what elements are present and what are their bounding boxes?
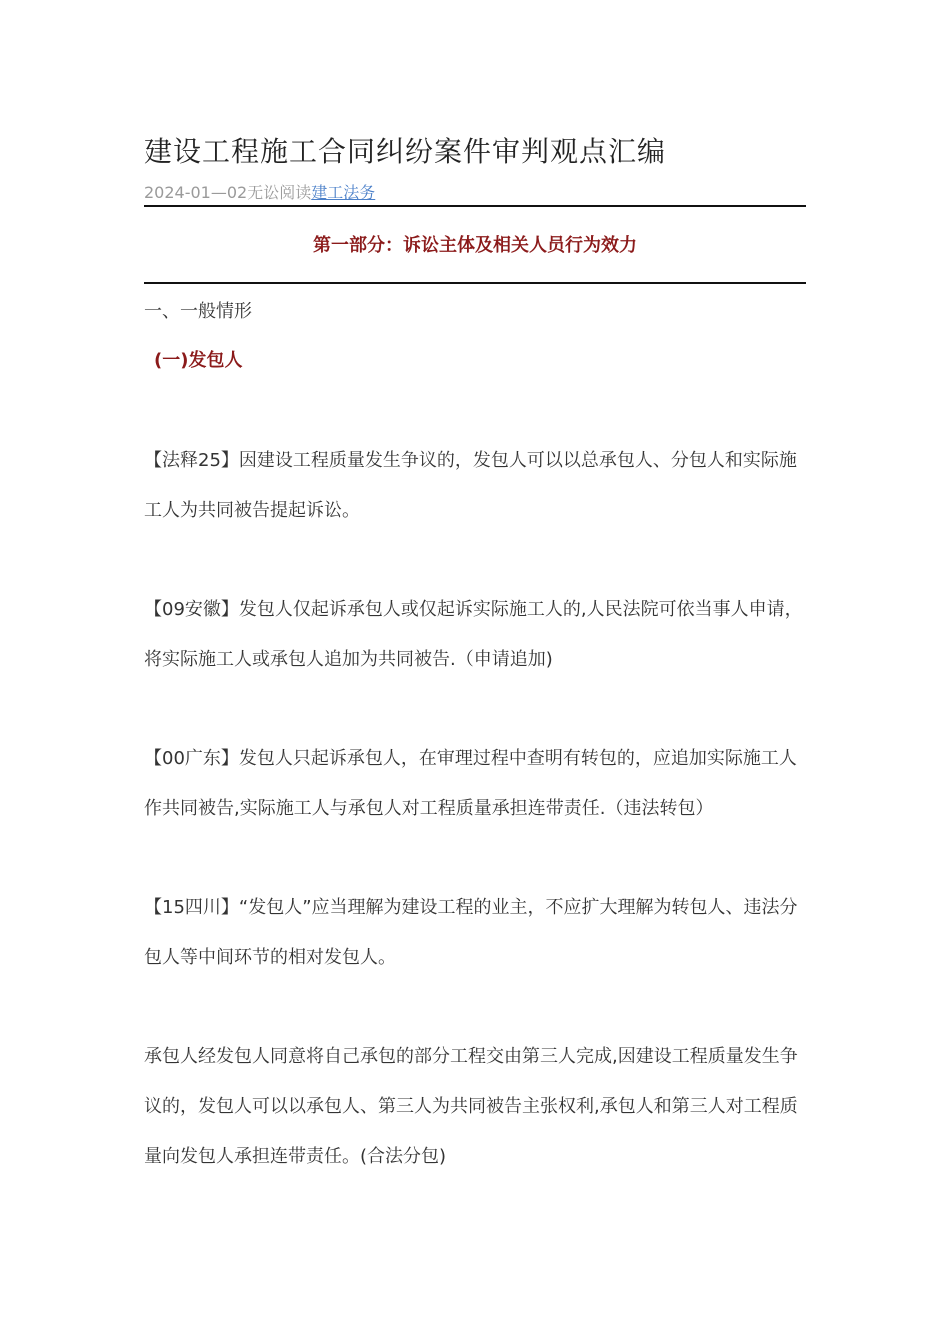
paragraph: 【法释25】因建设工程质量发生争议的，发包人可以以总承包人、分包人和实际施工人为共同被告提起诉讼。 [144, 450, 797, 521]
author-name: 无讼阅读 [247, 183, 312, 202]
article-title: 建设工程施工合同纠纷案件审判观点汇编 [144, 135, 667, 168]
source-link[interactable]: 建工法务 [311, 183, 376, 202]
article-meta [144, 181, 375, 205]
divider-bottom [144, 282, 806, 284]
paragraph: 【09安徽】发包人仅起诉承包人或仅起诉实际施工人的,人民法院可依当事人申请，将实际施工人或承包人追加为共同被告.（申请追加) [144, 599, 803, 670]
subsubheading: (一)发包人 [154, 350, 243, 371]
publish-date: 2024-01—02 [144, 183, 248, 202]
section-heading: 第一部分：诉讼主体及相关人员行为效力 [313, 235, 637, 256]
paragraph: 【00广东】发包人只起诉承包人，在审理过程中查明有转包的，应追加实际施工人作共同被告,实际施工人与承包人对工程质量承担连带责任.（违法转包） [144, 748, 797, 819]
paragraph: 承包人经发包人同意将自己承包的部分工程交由第三人完成,因建设工程质量发生争议的，发包人可以以承包人、第三人为共同被告主张权利,承包人和第三人对工程质量向发包人承担连带责任。(合法分包) [144, 1046, 798, 1167]
subheading: 一、一般情形 [144, 301, 252, 322]
paragraph: 【15四川】“发包人”应当理解为建设工程的业主，不应扩大理解为转包人、违法分包人等中间环节的相对发包人。 [144, 897, 798, 968]
divider-top [144, 205, 806, 207]
